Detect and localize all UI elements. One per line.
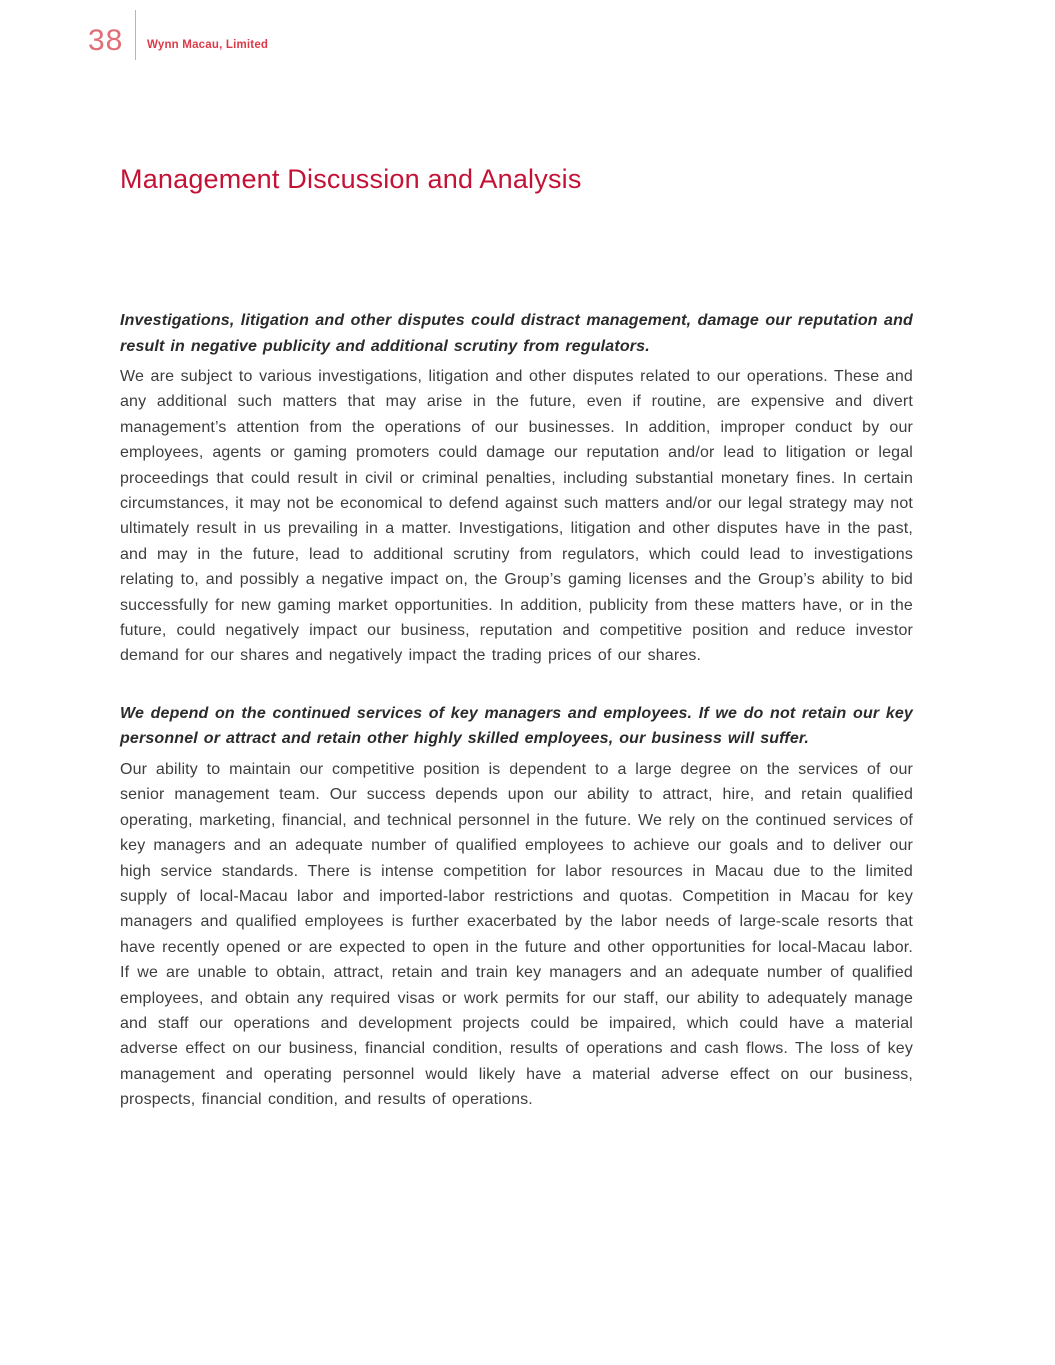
page-number: 38: [88, 24, 124, 57]
page-content: [120, 308, 913, 1113]
risk-section-key-managers-employees: [120, 701, 913, 1113]
risk-heading: Investigations, litigation and other disputes could distract management, damage our reputation and result in negative publicity and additional scrutiny from regulators.: [120, 312, 913, 355]
risk-section-investigations-litigation: [120, 308, 913, 669]
risk-paragraph: We are subject to various investigations, litigation and other disputes related to our operations. These and any additional such matters that may arise in the future, even if routine, are expensive and divert management’s attention from the operations of our businesses. In addition, improper conduct by our employees, agents or gaming promoters could damage our reputation and/or lead to litigation or legal proceedings that could result in civil or criminal penalties, including substantial monetary fines. In certain circumstances, it may not be economical to defend against such matters and/or our legal strategy may not ultimately result in us prevailing in a matter. Investigations, litigation and other disputes have in the past, and may in the future, lead to additional scrutiny from regulators, which could lead to investigations relating to, and possibly a negative impact on, the Group’s gaming licenses and the Group’s ability to bid successfully for new gaming market opportunities. In addition, publicity from these matters have, or in the future, could negatively impact our business, reputation and competitive position and reduce investor demand for our shares and negatively impact the trading prices of our shares.: [120, 368, 913, 665]
header-divider: [135, 10, 136, 60]
page-title: Management Discussion and Analysis: [120, 164, 582, 194]
company-name: Wynn Macau, Limited: [147, 39, 269, 51]
page-header: [88, 10, 488, 58]
risk-heading: We depend on the continued services of key managers and employees. If we do not retain our key personnel or attract and retain other highly skilled employees, our business will suffer.: [120, 704, 913, 748]
risk-paragraph: Our ability to maintain our competitive position is dependent to a large degree on the services of our senior management team. Our success depends upon our ability to attract, hire, and retain qualified operating, marketing, financial, and technical personnel in the future. We rely on the continued services of key managers and an adequate number of qualified employees to achieve our goals and to deliver our high service standards. There is intense competition for labor resources in Macau due to the limited supply of local-Macau labor and imported-labor restrictions and quotas. Competition in Macau for key managers and qualified employees is further exacerbated by the labor needs of large-scale resorts that have recently opened or are expected to open in the future and other opportunities for local-Macau labor. If we are unable to obtain, attract, retain and train key managers and an adequate number of qualified employees, and obtain any required visas or work permits for our staff, our ability to adequately manage and staff our operations and development projects could be impaired, which could have a material adverse effect on our business, financial condition, results of operations and cash flows. The loss of key management and operating personnel would likely have a material adverse effect on our business, prospects, financial condition, and results of operations.: [120, 760, 913, 1109]
